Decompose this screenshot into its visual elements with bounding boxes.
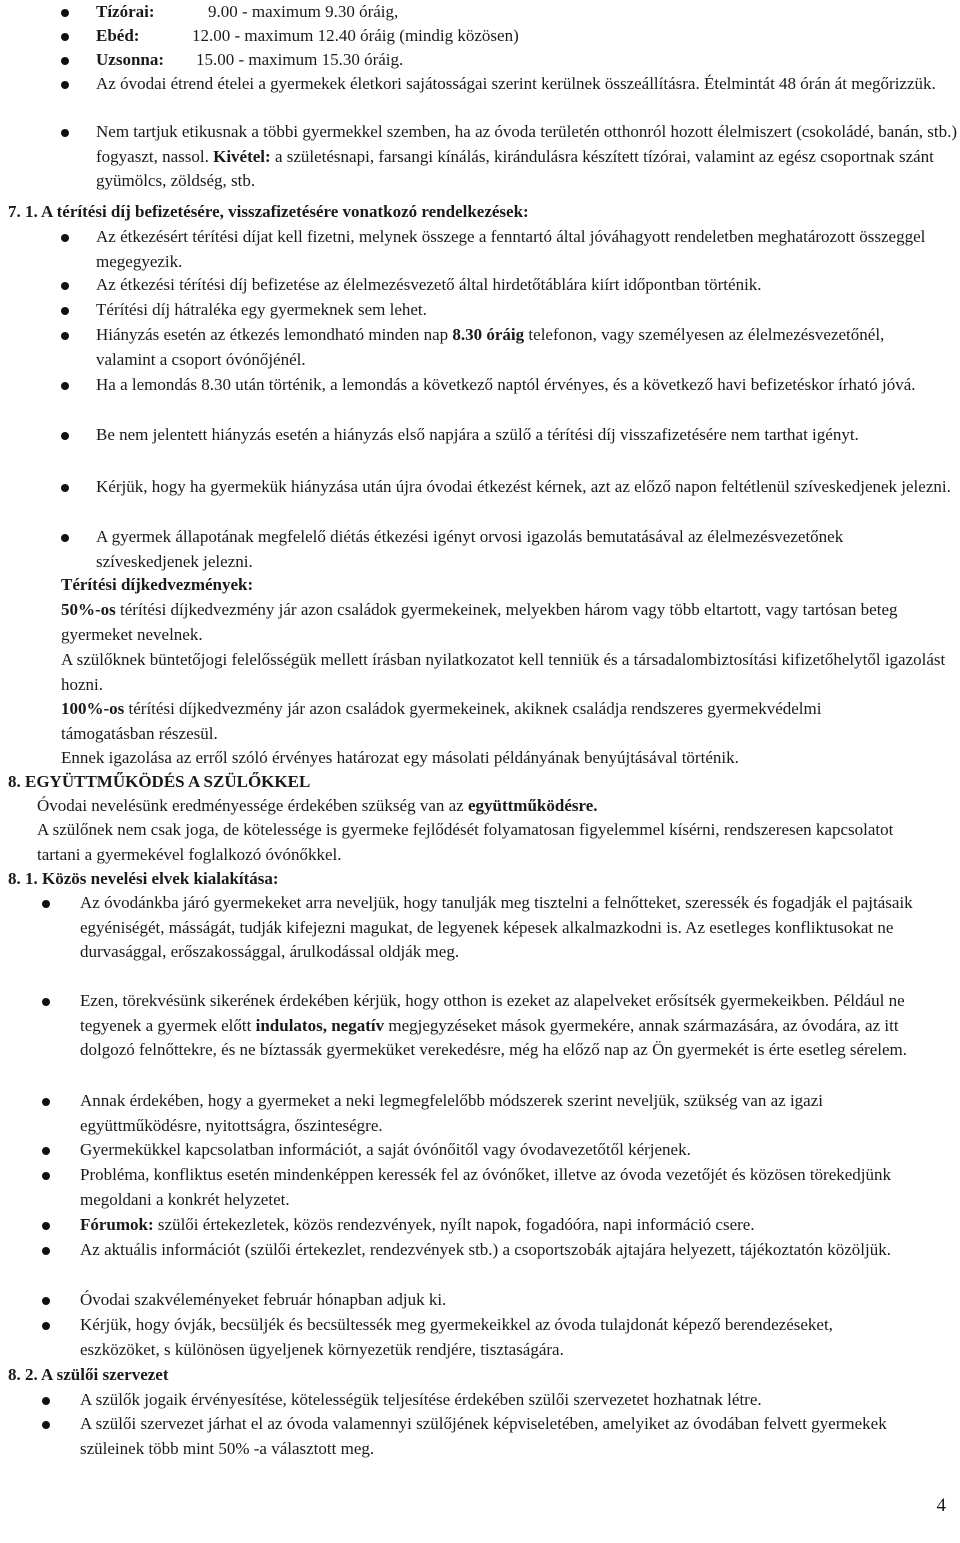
bullet xyxy=(42,1421,50,1429)
section-8-1-heading: 8. 1. Közös nevelési elvek kialakítása: xyxy=(8,869,279,888)
meal-label: Ebéd: xyxy=(96,26,140,45)
discount-50 xyxy=(61,598,941,647)
bullet xyxy=(61,81,69,89)
bullet xyxy=(61,382,69,390)
bullet xyxy=(42,1297,50,1305)
bullet xyxy=(42,1247,50,1255)
discount-heading: Térítési díjkedvezmények: xyxy=(61,575,254,594)
list-item-ebed xyxy=(96,24,519,49)
list-item: Probléma, konfliktus esetén mindenképpen keressék fel az óvónőket, illetve az óvoda vezetőjét és közösen törekedjünk megoldani a konkrét helyzetet. xyxy=(80,1165,892,1209)
list-item: Be nem jelentett hiányzás esetén a hiányzás első napjára a szülő a térítési díj visszafizetésére nem tarthat igényt. xyxy=(96,425,859,444)
item-bold: Kivétel: xyxy=(213,146,271,166)
bullet xyxy=(42,1222,50,1230)
item-bold: indulatos, negatív xyxy=(255,1015,385,1035)
section-8-2-heading: 8. 2. A szülői szervezet xyxy=(8,1365,169,1384)
discount-text: térítési díjkedvezmény jár azon családok gyermekeinek, akiknek családja rendszeres gyermekvédelmi támogatásban részesül. xyxy=(61,699,822,743)
bullet xyxy=(61,307,69,315)
discount-100-note: Ennek igazolása az erről szóló érvényes határozat egy másolati példányának benyújtásával történik. xyxy=(61,748,739,767)
section-7-1-heading: 7. 1. A térítési díj befizetésére, visszafizetésére vonatkozó rendelkezések: xyxy=(8,202,529,221)
list-item-etrend: Az óvodai étrend ételei a gyermekek életkori sajátosságai szerint kerülnek összeállításra. Ételmintát 48 órán át megőrizzük. xyxy=(96,74,936,93)
bullet xyxy=(42,1098,50,1106)
list-item: Az aktuális információt (szülői értekezlet, rendezvények stb.) a csoportszobák ajtajára helyezett, tájékoztatón közöljük. xyxy=(80,1240,891,1259)
list-item: Az étkezésért térítési díjat kell fizetni, melynek összege a fenntartó által jóváhagyott rendeletben meghatározott összeggel megegyezik. xyxy=(96,227,926,271)
bullet xyxy=(42,1322,50,1330)
meal-time: 12.00 - maximum 12.40 óráig (mindig közösen) xyxy=(192,26,519,45)
list-item: Az óvodánkba járó gyermekeket arra neveljük, hogy tanulják meg tisztelni a felnőtteket, szeressék és fogadják el pajtásaik egyéniségét, másságát, tudják kifejezni magukat, de legyenek képesek alkalmazkodni is. Az esetleges konfliktusokat ne durvasággal, erőszakossággal, árulkodással oldják meg. xyxy=(80,893,913,961)
list-item-tizorai xyxy=(96,0,398,25)
bullet xyxy=(42,1147,50,1155)
item-bold: 8.30 óráig xyxy=(452,325,525,344)
item-bold: Fórumok: xyxy=(80,1215,154,1234)
bullet xyxy=(42,900,50,908)
section-8-para2: A szülőnek nem csak joga, de kötelessége is gyermeke fejlődését folyamatosan figyelemmel kísérni, rendszeresen kapcsolatot tartani a gyermekével foglalkozó óvónőkkel. xyxy=(37,820,894,864)
list-item: Gyermekükkel kapcsolatban információt, a saját óvónőitől vagy óvodavezetőtől kérjenek. xyxy=(80,1140,691,1159)
discount-100 xyxy=(61,697,881,746)
meal-time: 9.00 - maximum 9.30 óráig, xyxy=(208,2,399,21)
item-text: szülői értekezletek, közös rendezvények, nyílt napok, fogadóóra, napi információ csere. xyxy=(157,1215,755,1234)
bullet xyxy=(61,484,69,492)
bullet xyxy=(61,9,69,17)
bullet xyxy=(61,129,69,137)
bullet xyxy=(61,332,69,340)
discount-bold: 50%-os xyxy=(61,600,116,619)
discount-bold: 100%-os xyxy=(61,699,125,718)
section-8-para1 xyxy=(37,794,937,819)
bullet xyxy=(42,998,50,1006)
list-item-etikus xyxy=(96,120,958,194)
list-item: Kérjük, hogy ha gyermekük hiányzása után újra óvodai étkezést kérnek, azt az előző napon feltétlenül szíveskedjenek jelezni. xyxy=(96,477,951,496)
list-item: A gyermek állapotának megfelelő diétás étkezési igényt orvosi igazolás bemutatásával az élelmezésvezetőnek szíveskedjenek jelezni. xyxy=(96,527,844,571)
list-item xyxy=(80,1213,950,1238)
item-text: Nem tartjuk etikusnak a többi gyermekkel szemben, ha az óvoda területén otthonról hozott élelmiszert (csokoládé, banán, stb.) fogyaszt, nassol. xyxy=(96,122,958,166)
item-text: megjegyzéseket mások gyermekére, annak származására, az óvodára, az itt dolgozó felnőttekre, és ne bíztassák gyermeküket verekedésre, még ha előző nap az Ön gyermekét is érte esetleg sérelem. xyxy=(80,1015,907,1059)
page-number: 4 xyxy=(936,1495,946,1516)
bullet xyxy=(61,432,69,440)
list-item xyxy=(96,323,916,372)
list-item-uzsonna xyxy=(96,48,403,73)
list-item: Óvodai szakvéleményeket február hónapban adjuk ki. xyxy=(80,1290,447,1309)
bullet xyxy=(61,57,69,65)
item-text: a születésnapi, farsangi kínálás, kirándulásra készített tízórai, valamint az egész csoportnak szánt gyümölcs, zöldség, stb. xyxy=(96,146,934,190)
item-text: telefonon, vagy személyesen az élelmezésvezetőnél, valamint a csoport óvónőjénél. xyxy=(96,325,885,369)
discount-50-note: A szülőknek büntetőjogi felelősségük mellett írásban nyilatkozatot kell tenniük és a társadalombiztosítási kifizetőhelytől igazolást hozni. xyxy=(61,650,946,694)
list-item: Az étkezési térítési díj befizetése az élelmezésvezető által hirdetőtáblára kiírt időpontban történik. xyxy=(96,275,762,294)
discount-text: térítési díjkedvezmény jár azon családok gyermekeinek, melyekben három vagy több eltartott, vagy tartósan beteg gyermeket nevelnek. xyxy=(61,600,898,644)
bullet xyxy=(61,234,69,242)
bullet xyxy=(61,33,69,41)
bullet xyxy=(61,282,69,290)
section-8-heading: 8. EGYÜTTMŰKÖDÉS A SZÜLŐKKEL xyxy=(8,772,311,791)
meal-label: Uzsonna: xyxy=(96,50,165,69)
item-text: Hiányzás esetén az étkezés lemondható minden nap xyxy=(96,325,449,344)
bullet xyxy=(61,534,69,542)
list-item: A szülők jogaik érvényesítése, kötelességük teljesítése érdekében szülői szervezetet hozhatnak létre. xyxy=(80,1390,762,1409)
meal-label: Tízórai: xyxy=(96,2,155,21)
meal-time: 15.00 - maximum 15.30 óráig. xyxy=(196,50,404,69)
para-text: Óvodai nevelésünk eredményessége érdekében szükség van az xyxy=(37,796,464,815)
item-text: Ezen, törekvésünk sikerének érdekében kérjük, hogy otthon is ezeket az alapelveket erősítsék gyermekeikben. Például ne tegyenek a gyermek előtt xyxy=(80,991,905,1035)
para-bold: együttműködésre. xyxy=(467,796,598,815)
list-item: A szülői szervezet járhat el az óvoda valamennyi szülőjének képviseletében, amelyiket az óvodában felvett gyermekek szüleinek több mint 50% -a választott meg. xyxy=(80,1414,887,1458)
bullet xyxy=(42,1397,50,1405)
bullet xyxy=(42,1172,50,1180)
list-item xyxy=(80,989,940,1063)
list-item: Térítési díj hátraléka egy gyermeknek sem lehet. xyxy=(96,300,427,319)
list-item: Kérjük, hogy óvják, becsüljék és becsültessék meg gyermekeikkel az óvoda tulajdonát képező berendezéseket, eszközöket, s különösen ügyeljenek környezetük rendjére, tisztaságára. xyxy=(80,1315,833,1359)
list-item: Ha a lemondás 8.30 után történik, a lemondás a következő naptól érvényes, és a következő havi befizetéskor írható jóvá. xyxy=(96,375,916,394)
list-item: Annak érdekében, hogy a gyermeket a neki legmegfelelőbb módszerek szerint neveljük, szükség van az igazi együttműködésre, nyitottságra, őszinteségre. xyxy=(80,1091,823,1135)
